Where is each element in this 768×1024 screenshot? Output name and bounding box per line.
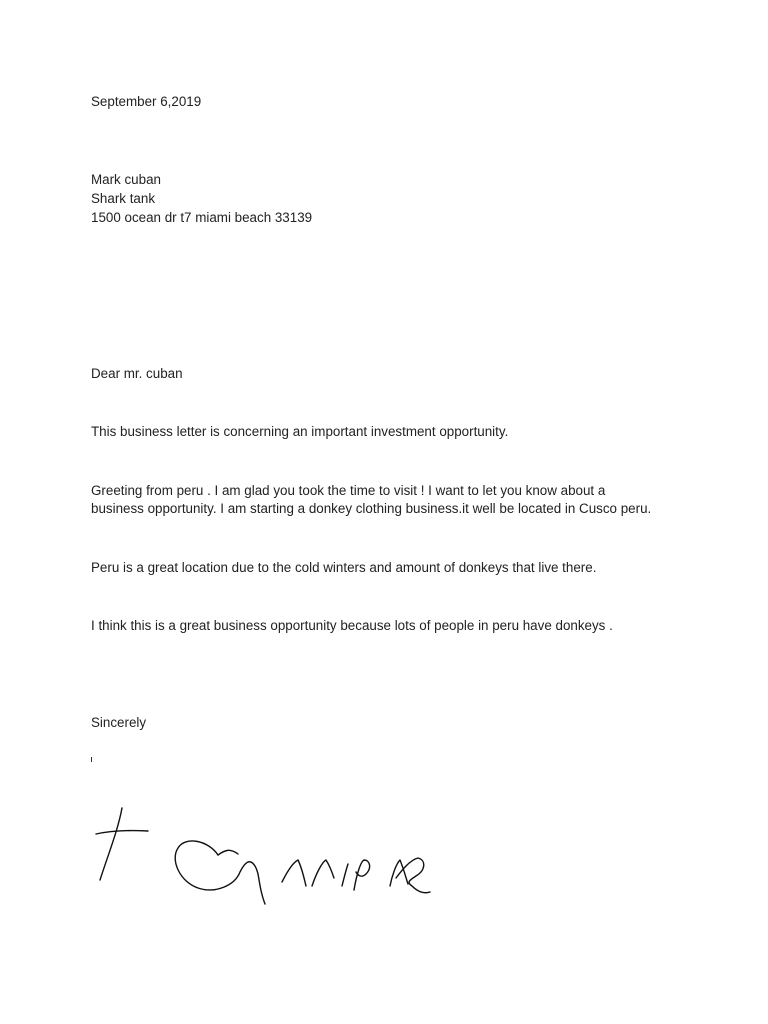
paragraph-greeting-line-1: Greeting from peru . I am glad you took the time to visit ! I want to let you know about a xyxy=(91,483,606,498)
closing: Sincerely xyxy=(91,715,147,730)
recipient-name: Mark cuban xyxy=(91,172,161,187)
handwritten-signature xyxy=(90,800,440,910)
paragraph-location: Peru is a great location due to the cold winters and amount of donkeys that live there. xyxy=(91,560,597,575)
paragraph-opportunity: I think this is a great business opportunity because lots of people in peru have donkeys . xyxy=(91,618,613,633)
paragraph-intro: This business letter is concerning an important investment opportunity. xyxy=(91,424,509,439)
paragraph-greeting-line-2: business opportunity. I am starting a donkey clothing business.it well be located in Cusco peru. xyxy=(91,501,652,516)
salutation: Dear mr. cuban xyxy=(91,366,183,381)
recipient-organization: Shark tank xyxy=(91,191,156,206)
letter-date: September 6,2019 xyxy=(91,94,202,109)
recipient-address: 1500 ocean dr t7 miami beach 33139 xyxy=(91,210,313,225)
stray-mark xyxy=(91,757,92,762)
